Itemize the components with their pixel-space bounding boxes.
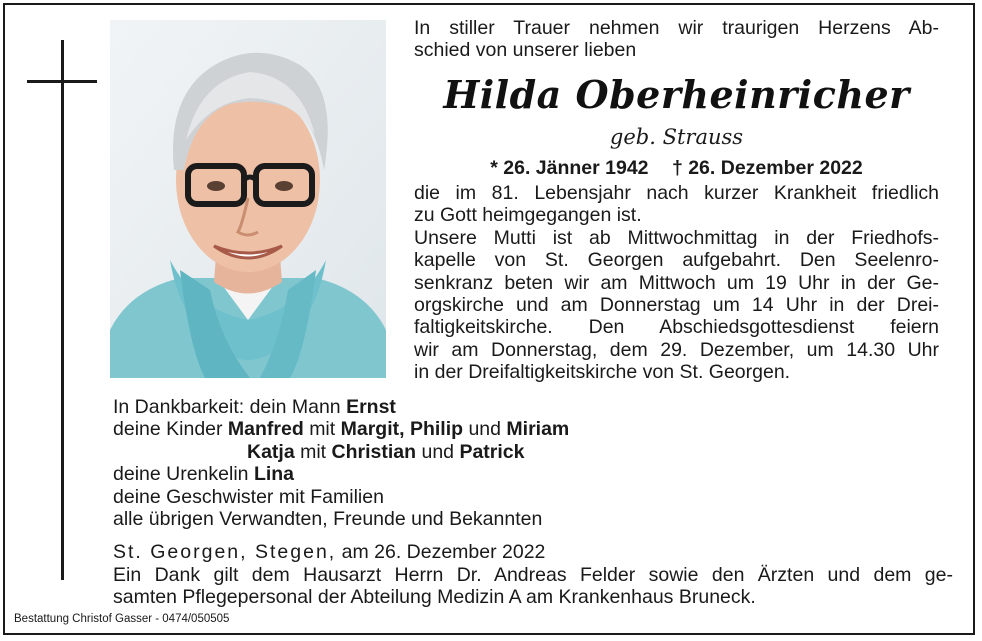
family-text: und <box>421 440 455 463</box>
body-line: kapelle von St. Georgen aufgebahrt. Den Seelenro- <box>414 249 939 272</box>
family-line-husband <box>113 396 673 418</box>
family-text: deine Kinder <box>113 418 223 441</box>
thanks-line: Ein Dank gilt dem Hausarzt Herrn Dr. Andreas Felder sowie den Ärzten und dem ge- <box>113 564 953 586</box>
family-name: Miriam <box>506 418 570 441</box>
family-line-children <box>113 418 673 440</box>
life-dates <box>414 157 939 179</box>
body-line: orgskirche und am Donnerstag um 14 Uhr in der Drei- <box>414 294 939 317</box>
family-name: Katja <box>247 440 295 463</box>
announcement-text <box>414 182 939 384</box>
place-date <box>113 541 713 563</box>
body-line: in der Dreifaltigkeitskirche von St. Georgen. <box>414 361 791 384</box>
family-name: Margit, Philip <box>340 418 464 441</box>
family-line-siblings: deine Geschwister mit Familien <box>113 485 384 508</box>
cross-icon <box>61 40 64 580</box>
family-line-great <box>113 463 673 485</box>
thanks-text <box>113 564 953 609</box>
family-name: Ernst <box>346 396 396 418</box>
family-text: In Dankbarkeit: dein Mann <box>113 396 341 418</box>
family-list <box>113 396 673 530</box>
maiden-name: geb. Strauss <box>609 125 744 149</box>
body-line: faltigkeitskirche. Den Abschiedsgottesdienst feiern <box>414 316 939 339</box>
thanks-line: samten Pflegepersonal der Abteilung Medizin A am Krankenhaus Bruneck. <box>113 586 756 609</box>
deceased-name: Hilda Oberheinricher <box>443 72 910 117</box>
notice-date: am 26. Dezember 2022 <box>341 541 546 563</box>
funeral-home-credit: Bestattung Christof Gasser - 0474/050505 <box>14 613 230 625</box>
birth-date: * 26. Jänner 1942 <box>490 157 649 179</box>
family-name: Lina <box>253 463 295 486</box>
cross-icon-bar <box>27 80 97 83</box>
portrait-photo <box>110 20 386 378</box>
family-text: mit <box>300 440 327 463</box>
intro-line: schied von unserer lieben <box>414 39 637 62</box>
body-line: Unsere Mutti ist ab Mittwochmittag in der Friedhofs- <box>414 226 939 249</box>
family-name: Christian <box>331 440 417 463</box>
family-text: und <box>468 418 501 441</box>
body-line: zu Gott heimgegangen ist. <box>414 204 642 227</box>
family-text: deine Urenkelin <box>113 463 249 486</box>
family-name: Manfred <box>227 418 304 441</box>
family-text: mit <box>309 418 336 441</box>
family-line-children-2 <box>113 441 673 463</box>
body-line: senkranz beten wir am Mittwoch um 19 Uhr in der Ge- <box>414 271 939 294</box>
death-date: † 26. Dezember 2022 <box>671 157 863 179</box>
family-name: Patrick <box>459 440 525 463</box>
body-line: die im 81. Lebensjahr nach kurzer Krankheit friedlich <box>414 182 939 204</box>
intro-line: In stiller Trauer nehmen wir traurigen Herzens Ab- <box>414 17 939 39</box>
family-line-others: alle übrigen Verwandten, Freunde und Bekannten <box>113 508 543 531</box>
intro-text <box>414 17 939 62</box>
body-line: wir am Donnerstag, dem 29. Dezember, um 14.30 Uhr <box>414 338 939 361</box>
place-name: St. Georgen, Stegen, <box>113 541 337 563</box>
